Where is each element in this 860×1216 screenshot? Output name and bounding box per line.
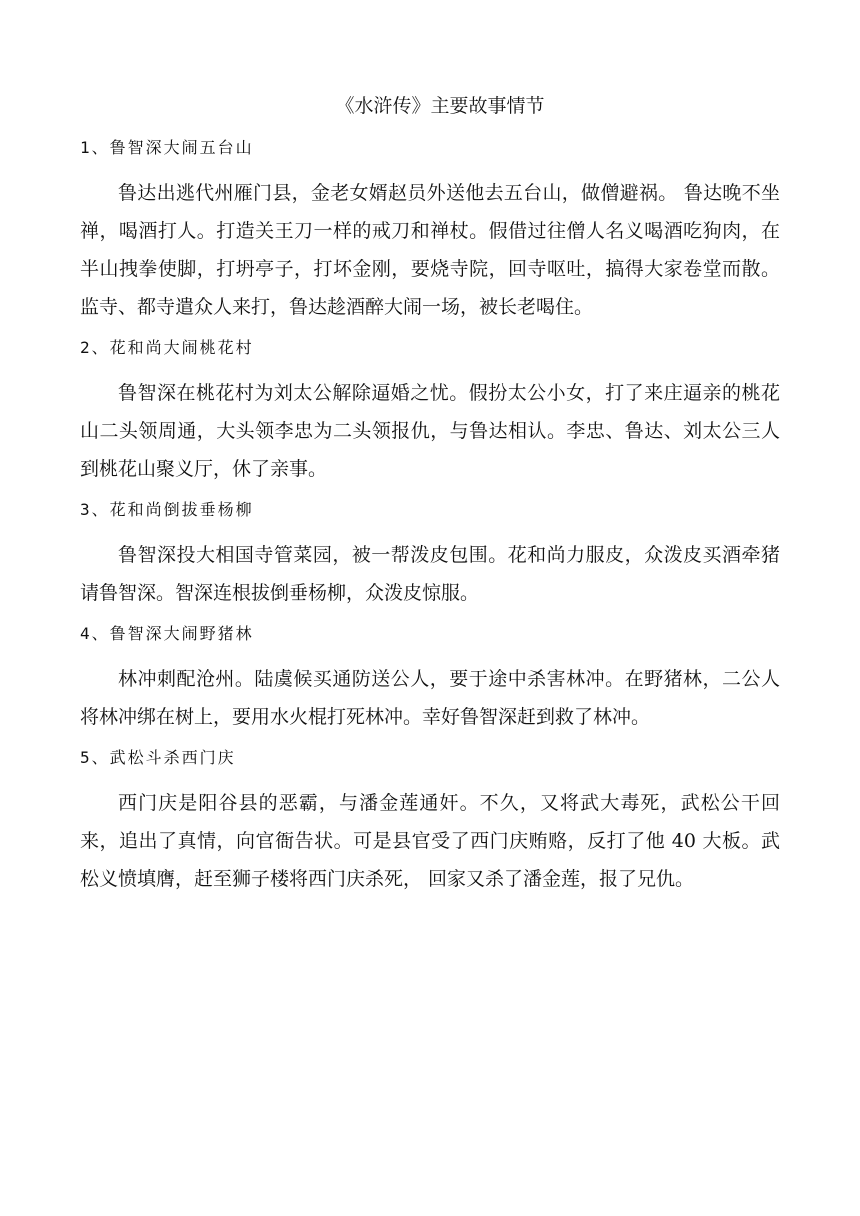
section-4 — [80, 620, 780, 736]
section-1 — [80, 134, 780, 326]
section-paragraph: 鲁智深在桃花村为刘太公解除逼婚之忧。假扮太公小女，打了来庄逼亲的桃花山二头领周通，大头领李忠为二头领报仇，与鲁达相认。李忠、鲁达、刘太公三人到桃花山聚义厅，休了亲事。 — [80, 382, 780, 480]
section-5 — [80, 744, 780, 898]
section-paragraph: 林冲刺配沧州。陆虞候买通防送公人，要于途中杀害林冲。在野猪林，二公人将林冲绑在树上，要用水火棍打死林冲。幸好鲁智深赶到救了林冲。 — [80, 668, 780, 728]
section-heading: 4、鲁智深大闹野猪林 — [80, 624, 254, 643]
section-heading: 5、武松斗杀西门庆 — [80, 748, 236, 767]
section-heading: 1、鲁智深大闹五台山 — [80, 138, 254, 157]
document-title: 《水浒传》主要故事情节 — [335, 95, 545, 117]
section-heading: 2、花和尚大闹桃花村 — [80, 338, 254, 357]
section-paragraph: 鲁智深投大相国寺管菜园，被一帮泼皮包围。花和尚力服皮，众泼皮买酒牵猪请鲁智深。智深连根拔倒垂杨柳，众泼皮惊服。 — [80, 544, 780, 604]
section-paragraph: 鲁达出逃代州雁门县，金老女婿赵员外送他去五台山，做僧避祸。 鲁达晚不坐禅，喝酒打人。打造关王刀一样的戒刀和禅杖。假借过往僧人名义喝酒吃狗肉，在半山拽拳使脚，打坍亭子，打坏金刚，要烧寺院，回寺呕吐，搞得大家卷堂而散。监寺、都寺遣众人来打，鲁达趁酒醉大闹一场，被长老喝住。 — [80, 182, 780, 318]
section-2 — [80, 334, 780, 488]
section-paragraph: 西门庆是阳谷县的恶霸，与潘金莲通奸。不久，又将武大毒死，武松公干回来，追出了真情，向官衙告状。可是县官受了西门庆贿赂，反打了他 40 大板。武松义愤填膺，赶至狮子楼将西门庆杀死， 回家又杀了潘金莲，报了兄仇。 — [80, 792, 780, 890]
section-heading: 3、花和尚倒拔垂杨柳 — [80, 500, 254, 519]
section-3 — [80, 496, 780, 612]
